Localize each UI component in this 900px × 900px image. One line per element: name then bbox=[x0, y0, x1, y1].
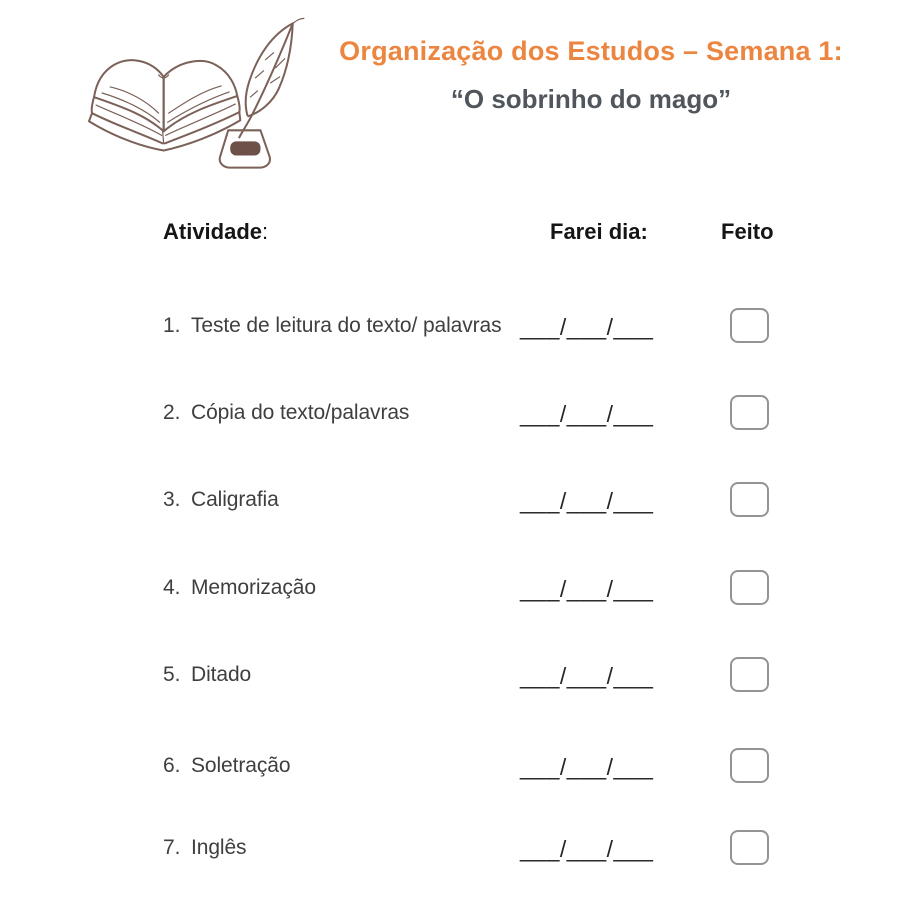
activity-number: 3. bbox=[163, 488, 181, 511]
activity-number: 2. bbox=[163, 401, 181, 424]
activity-label: Inglês bbox=[191, 836, 247, 859]
date-blank-field[interactable]: ___/___/___ bbox=[520, 754, 654, 780]
activity-label: Soletração bbox=[191, 754, 291, 777]
date-blank-field[interactable]: ___/___/___ bbox=[520, 576, 654, 602]
done-checkbox[interactable] bbox=[730, 657, 769, 692]
date-blank-field[interactable]: ___/___/___ bbox=[520, 314, 654, 340]
done-checkbox[interactable] bbox=[730, 395, 769, 430]
activity-number: 4. bbox=[163, 576, 181, 599]
activity-number: 7. bbox=[163, 836, 181, 859]
activity-row bbox=[0, 826, 900, 870]
activity-label: Ditado bbox=[191, 663, 252, 686]
done-checkbox[interactable] bbox=[730, 830, 769, 865]
column-header-done: Feito bbox=[721, 219, 774, 244]
column-header-activity bbox=[163, 219, 268, 245]
activity-number: 5. bbox=[163, 663, 181, 686]
activity-label: Teste de leitura do texto/ palavras bbox=[191, 314, 502, 337]
activity-row bbox=[0, 566, 900, 610]
activity-row bbox=[0, 653, 900, 697]
page-subtitle: “O sobrinho do mago” bbox=[450, 84, 732, 114]
activity-row bbox=[0, 744, 900, 788]
activity-label: Memorização bbox=[191, 576, 316, 599]
activity-number: 6. bbox=[163, 754, 181, 777]
done-checkbox[interactable] bbox=[730, 570, 769, 605]
done-checkbox[interactable] bbox=[730, 748, 769, 783]
activity-label: Caligrafia bbox=[191, 488, 279, 511]
column-header-date: Farei dia: bbox=[550, 219, 648, 244]
activity-label: Cópia do texto/palavras bbox=[191, 401, 410, 424]
activity-row bbox=[0, 304, 900, 348]
activity-header-text: Atividade bbox=[163, 219, 263, 244]
done-checkbox[interactable] bbox=[730, 482, 769, 517]
done-checkbox[interactable] bbox=[730, 308, 769, 343]
date-blank-field[interactable]: ___/___/___ bbox=[520, 663, 654, 689]
activity-header-colon: : bbox=[262, 219, 269, 244]
activity-number: 1. bbox=[163, 314, 181, 337]
date-blank-field[interactable]: ___/___/___ bbox=[520, 401, 654, 427]
book-quill-illustration bbox=[88, 8, 320, 180]
activity-row bbox=[0, 478, 900, 522]
page-title: Organização dos Estudos – Semana 1: bbox=[339, 36, 843, 66]
date-blank-field[interactable]: ___/___/___ bbox=[520, 488, 654, 514]
activity-row bbox=[0, 391, 900, 435]
date-blank-field[interactable]: ___/___/___ bbox=[520, 836, 654, 862]
